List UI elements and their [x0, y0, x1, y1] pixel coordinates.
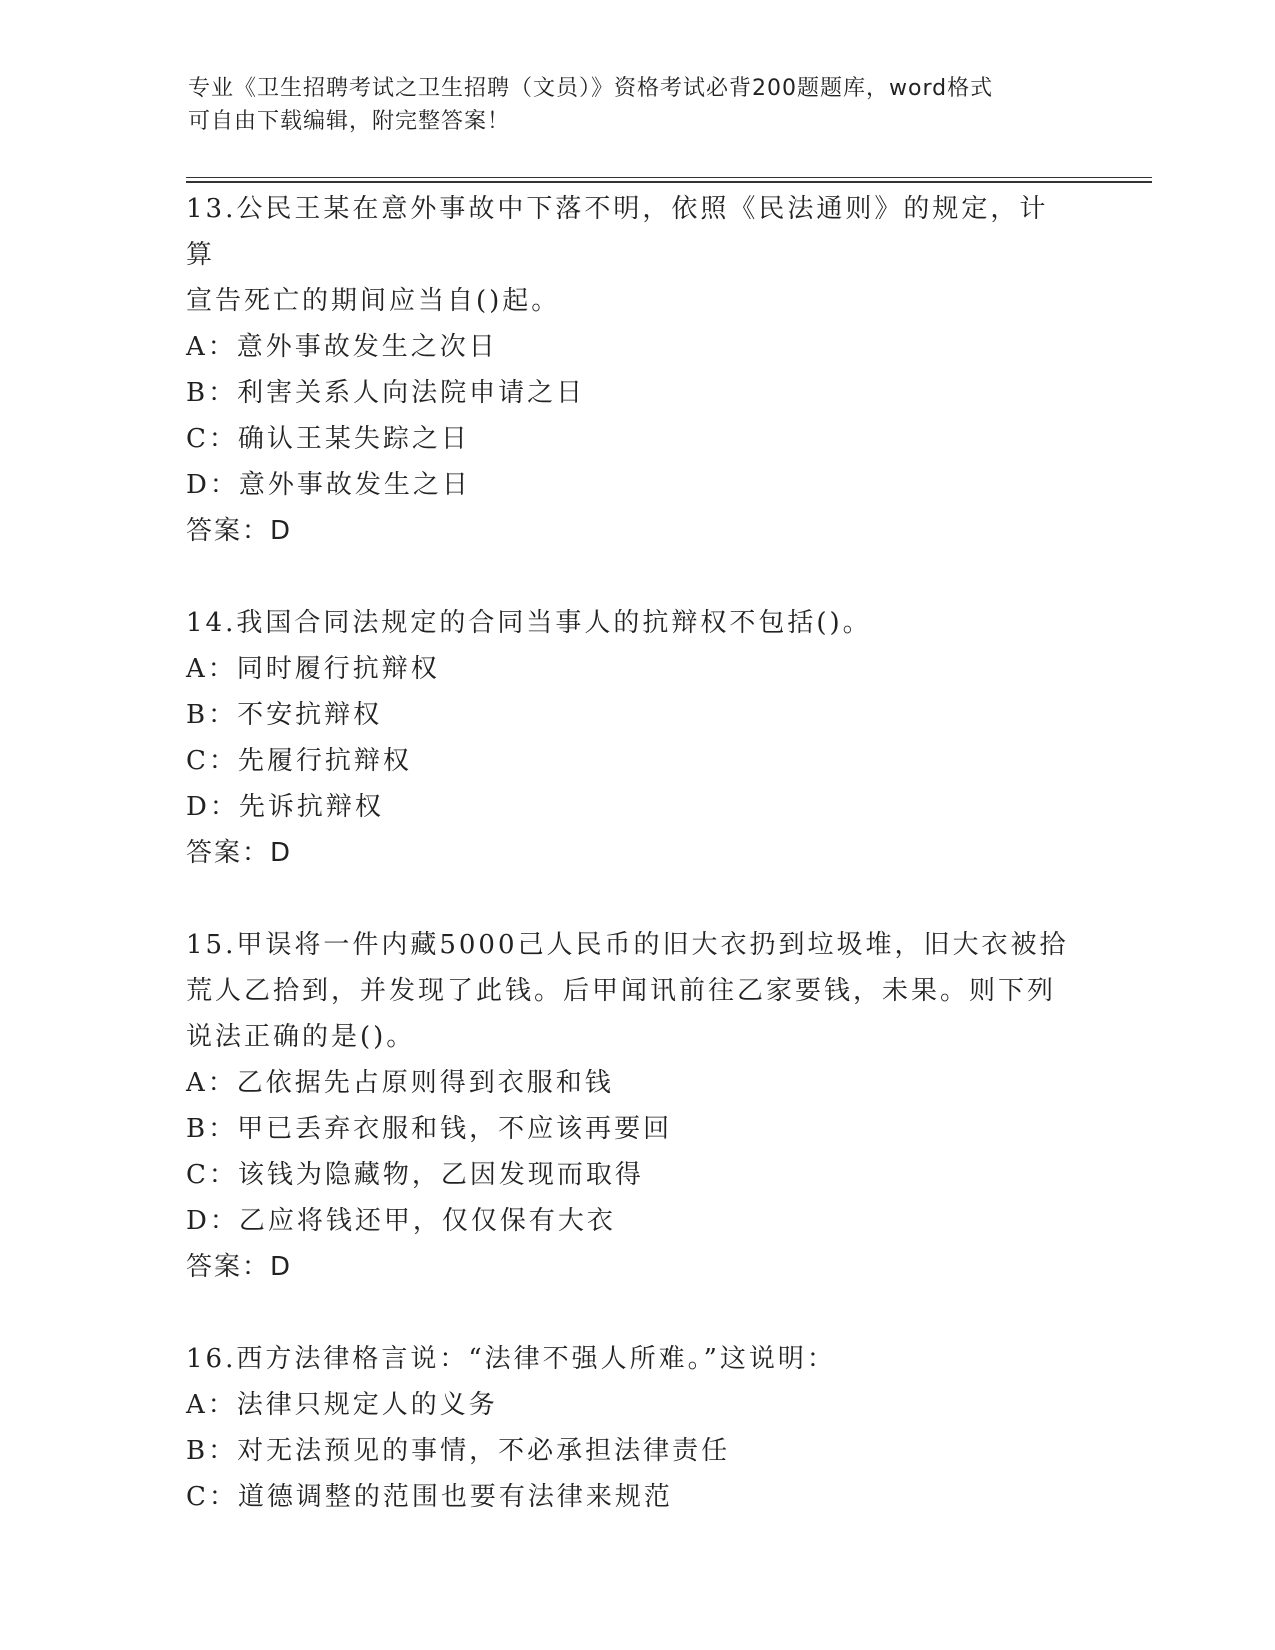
- option-d: D：意外事故发生之日: [186, 470, 471, 500]
- question-stem-line: 13.公民王某在意外事故中下落不明，依照《民法通则》的规定，计算: [186, 194, 1049, 270]
- question-13: [186, 186, 1116, 554]
- question-list: [186, 186, 1116, 1566]
- option-b: B：对无法预见的事情，不必承担法律责任: [186, 1436, 731, 1466]
- option-b: B：甲已丢弃衣服和钱，不应该再要回: [186, 1114, 673, 1144]
- answer-line: 答案：D: [186, 1252, 293, 1282]
- option-c: C：先履行抗辩权: [186, 746, 412, 776]
- question-stem-line: 宣告死亡的期间应当自()起。: [186, 286, 561, 316]
- option-b: B：利害关系人向法院申请之日: [186, 378, 586, 408]
- answer-line: 答案：D: [186, 516, 293, 546]
- question-16: [186, 1336, 1116, 1520]
- option-a: A：同时履行抗辩权: [186, 654, 440, 684]
- option-b: B：不安抗辩权: [186, 700, 383, 730]
- question-14: [186, 600, 1116, 876]
- header-line-2: 可自由下载编辑，附完整答案！: [188, 109, 511, 134]
- question-stem-line: 16.西方法律格言说：“法律不强人所难。”这说明：: [186, 1344, 836, 1374]
- option-a: A：乙依据先占原则得到衣服和钱: [186, 1068, 614, 1098]
- question-stem-line: 荒人乙拾到，并发现了此钱。后甲闻讯前往乙家要钱，未果。则下列: [186, 976, 1057, 1006]
- document-header: [188, 72, 1088, 138]
- option-a: A：意外事故发生之次日: [186, 332, 498, 362]
- header-line-1: 专业《卫生招聘考试之卫生招聘（文员）》资格考试必背200题题库，word格式: [188, 76, 994, 101]
- option-c: C：确认王某失踪之日: [186, 424, 470, 454]
- option-c: C：该钱为隐藏物，乙因发现而取得: [186, 1160, 644, 1190]
- header-divider: [186, 177, 1152, 183]
- option-d: D：先诉抗辩权: [186, 792, 384, 822]
- question-stem-line: 15.甲误将一件内藏5000己人民币的旧大衣扔到垃圾堆，旧大衣被拾: [186, 930, 1069, 960]
- question-15: [186, 922, 1116, 1290]
- answer-line: 答案：D: [186, 838, 293, 868]
- question-stem-line: 14.我国合同法规定的合同当事人的抗辩权不包括()。: [186, 608, 872, 638]
- option-d: D：乙应将钱还甲，仅仅保有大衣: [186, 1206, 616, 1236]
- question-stem-line: 说法正确的是()。: [186, 1022, 416, 1052]
- option-c: C：道德调整的范围也要有法律来规范: [186, 1482, 673, 1512]
- option-a: A：法律只规定人的义务: [186, 1390, 498, 1420]
